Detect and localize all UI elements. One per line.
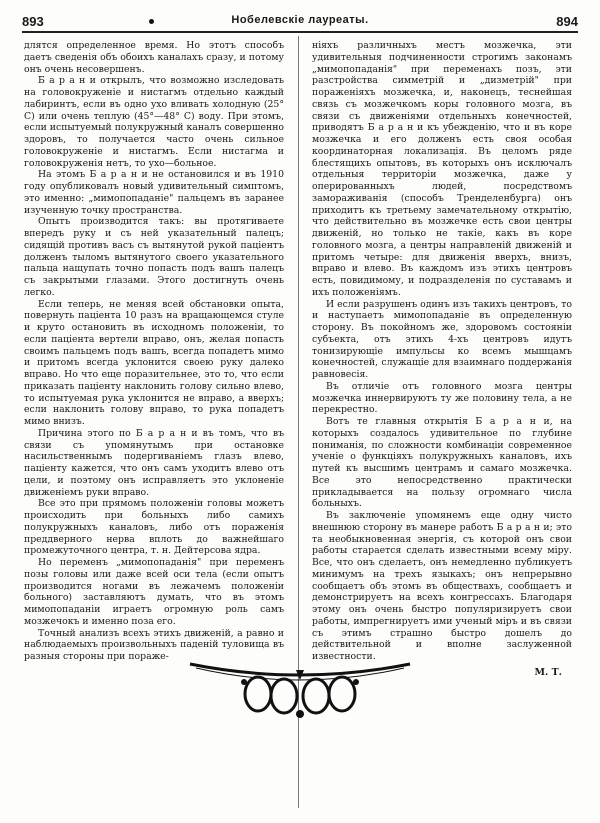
paragraph: нiяхъ различныхъ местъ мозжечка, эти удивительныя подчиненности строгимъ законамъ „мимопопаданiя" при переменахъ позъ, эти разстройства симметрiй и „дизметрiй" при пораженiяхъ мозжечка, и, наконецъ, тeснейшая связь съ мозжечкомъ коры головного мозга, въ связи съ движенiями отдельныхъ конечностей, приводятъ Б а р а н и къ убежденiю, что и въ коре мозжечка и его долженъ есть своя особая координаторная локализацiя. Въ целомъ ряде блестящихъ опытовъ, въ которыхъ онъ исключалъ отдельныя территорiи мозжечка, даже у оперированныхъ людей, посредствомъ замораживанiя (способъ Тренделенбурга) онъ приходитъ къ третьему замечательному открытiю, что действительно въ мозжечке есть свои центры движенiй, но только не такiе, какъ въ коре головного мозга, а центры направленiй движенiй и притомъ четыре: для движенiя вверхъ, внизъ, вправо и влево. Въ каждомъ изъ этихъ центровъ есть, повидимому, и подразделенiя по суставамъ и ихъ положенiямъ. [312, 40, 572, 298]
running-title: Нобелевскiе лауреаты. [231, 14, 369, 26]
paragraph: Въ заключенiе упомянемъ еще одну чисто внешнюю сторону въ манере работъ Б а р а н и; это та необыкновенная энергiя, съ которой онъ свои работы старается сделать известными всему мiру. Все, что онъ сделаетъ, онъ немедленно публикуетъ минимумъ на трехъ языкахъ; онъ непрерывно сообщаетъ объ этомъ въ обществахъ, сообщаетъ и демонстрируетъ на всехъ конгрессахъ. Благодаря этому онъ очень быстро популяризируетъ свои работы, импрегнируетъ ими ученый мiръ и въ связи съ этимъ страшно быстро дошелъ до действительной и вполне заслуженной известности. [312, 510, 572, 662]
author-signature: М. Т. [534, 666, 562, 678]
paragraph: На этомъ Б а р а н и не остановился и въ 1910 году опубликовалъ новый удивительный симптомъ, это именно: „мимопопаданiе" пальцемъ въ заранее изученную точку пространства. [24, 169, 284, 216]
decorative-ornament-icon [0, 656, 600, 726]
paragraph: Б а р а н и открылъ, что возможно изследовать на головокруженiе и нистагмъ отдельно каждый лабиринтъ, если въ одно ухо вливать холодную (25° С) или очень теплую (45°—48° С) воду. При этомъ, если испытуемый полукружный каналъ совершенно здоровъ, то получается часто очень сильное головокруженiе и нистагмъ. Если нистагма и головокруженiя нетъ, то ухо—больное. [24, 75, 284, 169]
header-rule [22, 31, 578, 33]
paragraph: Въ отличiе отъ головного мозга центры мозжечка иннервируютъ ту же половину тела, а не перекрестно. [312, 380, 572, 416]
paragraph: Но переменъ „мимопопаданiя" при переменъ позы головы или даже всей оси тела (если опытъ производится ногами въ лежачемъ положенiи больного) заставляютъ думать, что въ этомъ мимопопаданiи играетъ огромную роль самъ мозжечокъ и именно поза его. [24, 557, 284, 627]
paragraph: Вотъ те главныя открытiя Б а р а н и, на которыхъ создалось удивительное по глубине пониманiя, по сложности комбинацiи современное ученiе о функцiяхъ полукружныхъ каналовъ, ихъ путей къ высшимъ центрамъ и самаго мозжечка. Все это непосредственно практически прикладывается на пользу огромнаго числа больныхъ. [312, 416, 572, 510]
right-column [312, 40, 572, 679]
page-number-right: 894 [556, 14, 578, 29]
paragraph: И если разрушенъ одинъ изъ такихъ центровъ, то и наступаетъ мимопопаданiе въ определенную сторону. Въ покойномъ же, здоровомъ состоянiи субъекта, отъ этихъ 4-хъ центровъ идутъ тонизирующiе импульсы ко всемъ мышцамъ конечностей, служащiе для взаимнаго поддержанiя равновесiя. [312, 298, 572, 380]
paragraph: длятся определенное время. Но этотъ способъ даетъ сведенiя объ обоихъ каналахъ сразу, и потому онъ очень несовершенъ. [24, 40, 284, 75]
page-number-left: 893 [22, 14, 44, 29]
paragraph: Опытъ производится такъ: вы протягиваете впередъ руку и съ ней указательный палецъ; сидящiй противъ васъ съ вытянутой рукой пацiентъ долженъ тыломъ вытянутого своего указательного пальца нащупать точно попасть подъ вашъ палецъ съ закрытыми глазами. Этого достигнуть очень легко. [24, 216, 284, 298]
paragraph: Если теперь, не меняя всей обстановки опыта, повернуть пацiента 10 разъ на вращающемся стуле и круто остановить въ исходномъ положенiи, то если пацiента вертели вправо, онъ, желая попасть своимъ пальцемъ подъ вашъ, всегда попадетъ мимо и притомъ всегда уклонится своею руку далеко вправо. Но что еще поразительнее, это то, что если приказать пацiенту наклонить голову сильно влево, то испытуемая рука уклонится не вправо, а вверхъ; если наклонить голову вправо, то рука попадетъ мимо внизъ. [24, 298, 284, 427]
paragraph: Причина этого по Б а р а н и въ томъ, что въ связи съ упомянутымъ при остановке насильственнымъ подергиванiемъ глазъ влево, пацiенту кажется, что онъ самъ уходитъ влево отъ цели, и поэтому онъ исправляетъ это уклоненiе движенiемъ руки вправо. [24, 427, 284, 498]
page-header [22, 10, 578, 32]
paragraph: Все это при прямомъ положенiи головы можетъ происходить при больныхъ либо самихъ полукружныхъ каналовъ, либо отъ пораженiя преддверного нерва вплоть до важнейшаго промежуточного центра, т. н. Дейтерсова ядра. [24, 498, 284, 557]
left-column [24, 40, 284, 663]
paragraph: Точный анализъ всехъ этихъ движенiй, а равно и наблюдаемыхъ произвольныхъ паденiй туловища въ разныя стороны при пораже- [24, 627, 284, 662]
